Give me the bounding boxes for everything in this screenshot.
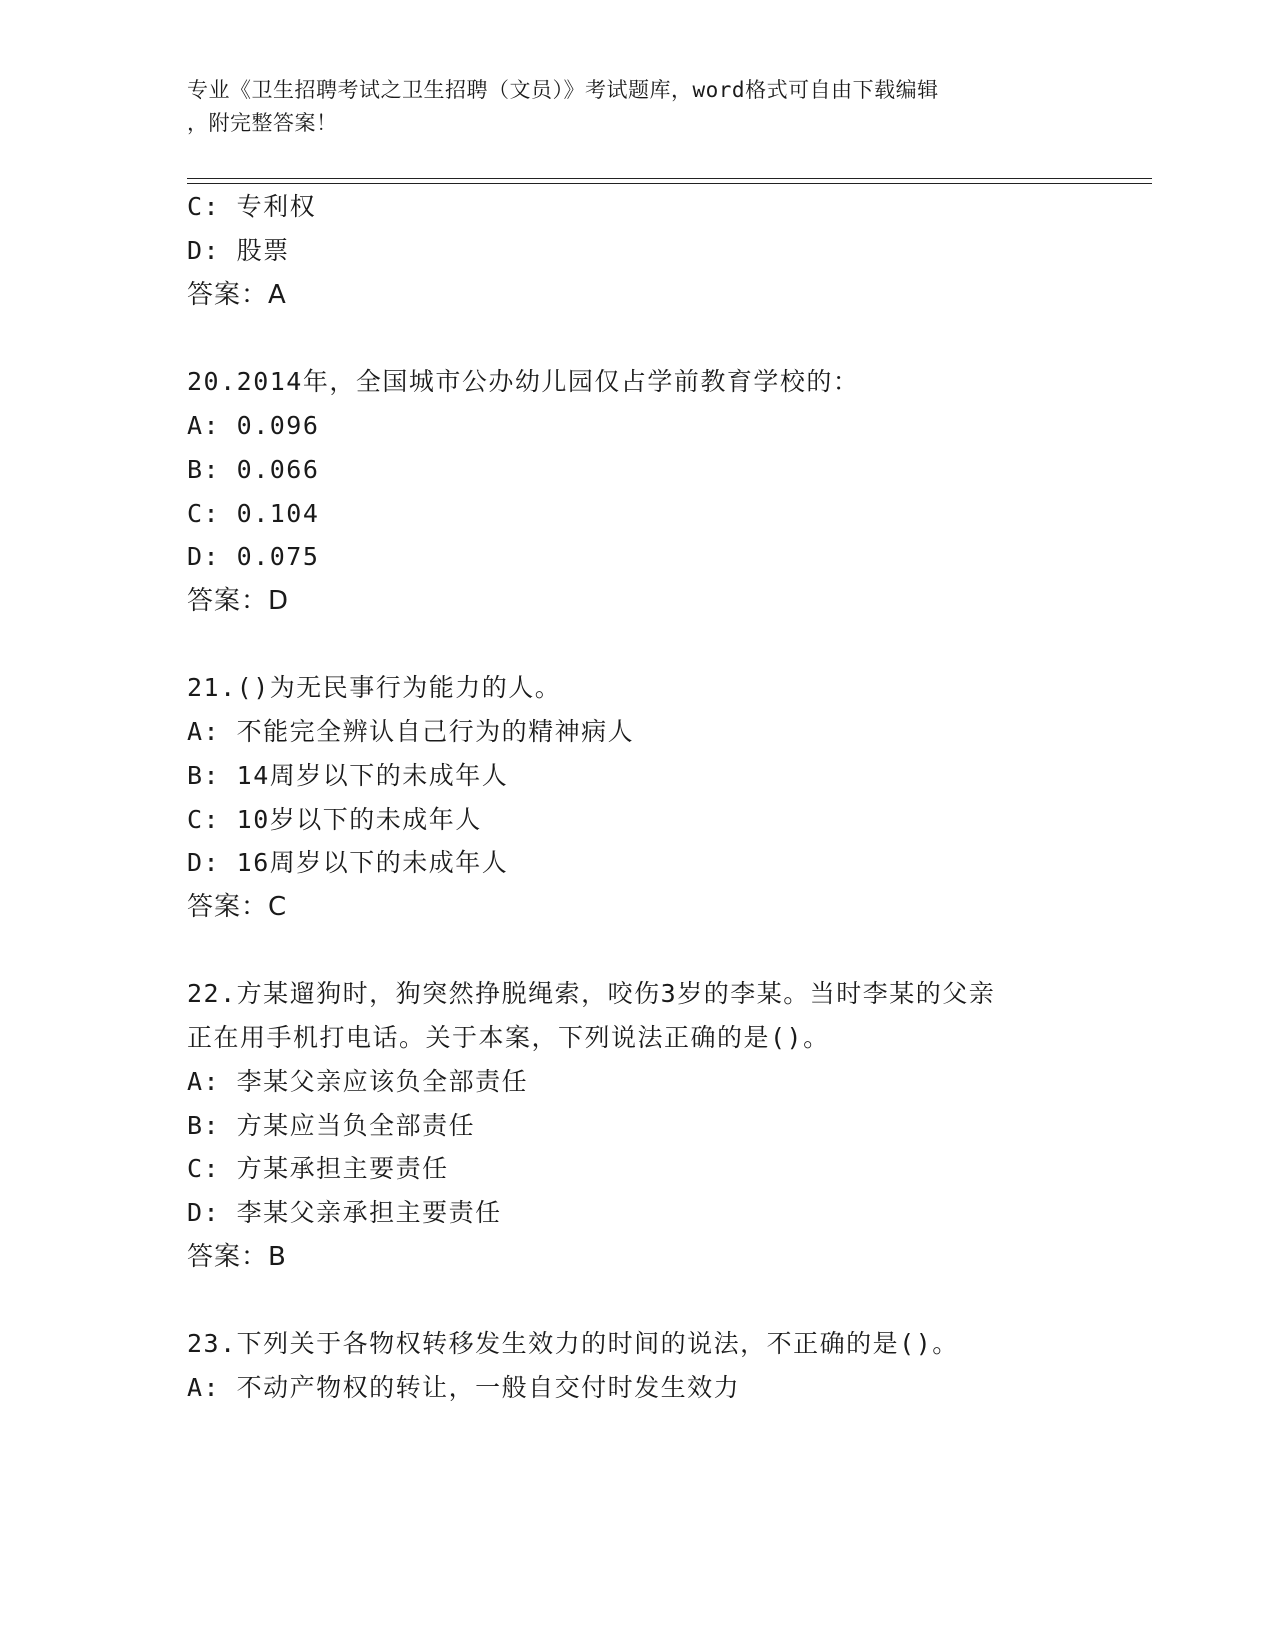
q19-option-c: C: 专利权	[187, 192, 317, 221]
q21-option-b: B: 14周岁以下的未成年人	[187, 761, 509, 790]
q20-option-a: A: 0.096	[187, 411, 320, 440]
q20-option-b: B: 0.066	[187, 455, 320, 484]
q21-stem: 21.()为无民事行为能力的人。	[187, 673, 562, 702]
header-divider-top	[187, 178, 1152, 179]
q19-answer: 答案：A	[187, 280, 287, 310]
q20-option-c: C: 0.104	[187, 499, 320, 528]
document-header	[187, 74, 1067, 140]
q22-option-d: D: 李某父亲承担主要责任	[187, 1198, 502, 1227]
q21-option-c: C: 10岁以下的未成年人	[187, 805, 482, 834]
q22-stem-line-2: 正在用手机打电话。关于本案，下列说法正确的是()。	[187, 1023, 830, 1052]
q20-answer: 答案：D	[187, 586, 290, 616]
q23-option-a: A: 不动产物权的转让，一般自交付时发生效力	[187, 1373, 741, 1402]
q19-option-d: D: 股票	[187, 236, 290, 265]
header-line-1: 专业《卫生招聘考试之卫生招聘（文员）》考试题库，word格式可自由下载编辑	[187, 78, 939, 102]
header-line-2: ，附完整答案！	[187, 111, 338, 135]
q20-option-d: D: 0.075	[187, 542, 320, 571]
q23-stem: 23.下列关于各物权转移发生效力的时间的说法，不正确的是()。	[187, 1329, 959, 1358]
q22-answer: 答案：B	[187, 1242, 287, 1272]
q22-option-a: A: 李某父亲应该负全部责任	[187, 1067, 529, 1096]
header-divider-bottom	[187, 183, 1152, 184]
q22-option-c: C: 方某承担主要责任	[187, 1154, 449, 1183]
q21-option-d: D: 16周岁以下的未成年人	[187, 848, 509, 877]
q22-option-b: B: 方某应当负全部责任	[187, 1111, 476, 1140]
q20-stem: 20.2014年，全国城市公办幼儿园仅占学前教育学校的：	[187, 367, 860, 396]
q21-answer: 答案：C	[187, 892, 288, 922]
q21-option-a: A: 不能完全辨认自己行为的精神病人	[187, 717, 635, 746]
q22-stem-line-1: 22.方某遛狗时，狗突然挣脱绳索，咬伤3岁的李某。当时李某的父亲	[187, 979, 996, 1008]
